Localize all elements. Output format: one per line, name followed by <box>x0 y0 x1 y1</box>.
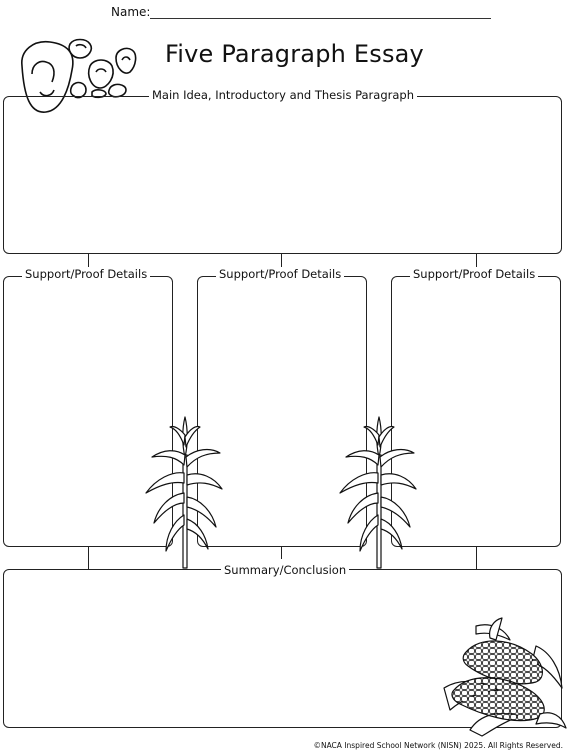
support-label-2: Support/Proof Details <box>216 267 344 281</box>
corn-stalk-icon <box>334 415 424 570</box>
connector <box>88 547 89 569</box>
connector <box>281 547 282 559</box>
support-label-3: Support/Proof Details <box>410 267 538 281</box>
name-field-line[interactable] <box>150 18 491 19</box>
page-title: Five Paragraph Essay <box>165 40 424 68</box>
summary-label: Summary/Conclusion <box>221 563 349 577</box>
corn-stalk-icon <box>140 415 230 570</box>
support-label-1: Support/Proof Details <box>22 267 150 281</box>
copyright-footer: ©NACA Inspired School Network (NISN) 2025. All Rights Reserved. <box>313 741 563 750</box>
corn-cobs-icon <box>440 618 568 738</box>
name-label: Name: <box>111 5 151 19</box>
main-idea-box[interactable] <box>3 96 562 254</box>
main-idea-label: Main Idea, Introductory and Thesis Paragraph <box>149 88 417 102</box>
connector <box>476 547 477 569</box>
